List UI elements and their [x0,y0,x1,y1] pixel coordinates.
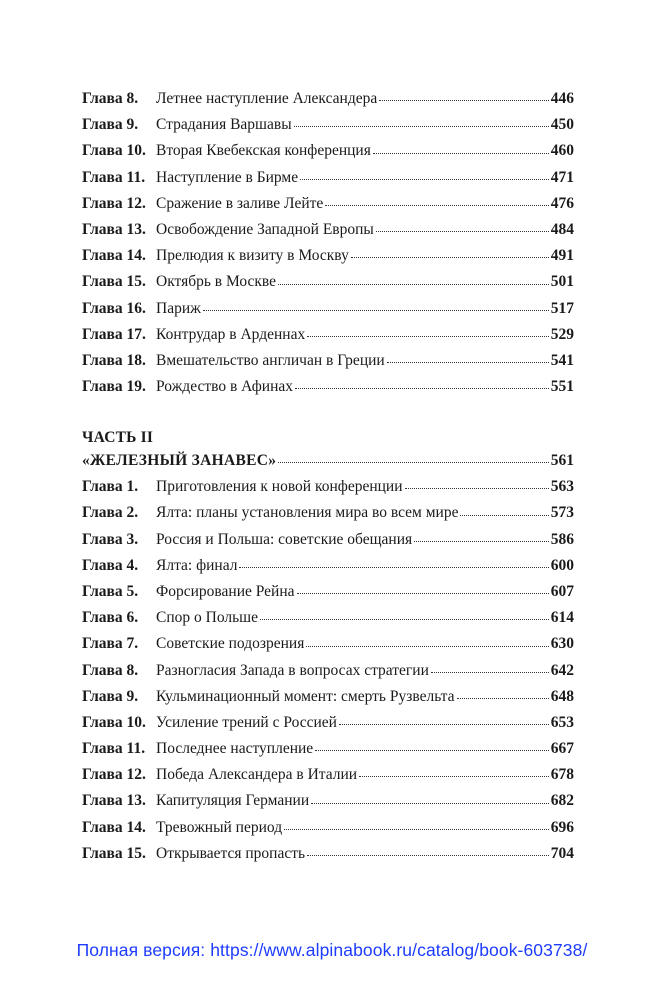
chapter-title: Вмешательство англичан в Греции [156,351,385,369]
chapter-label: Глава 13. [82,220,146,238]
chapter-label: Глава 7. [82,635,139,653]
chapter-title: Ялта: финал [156,556,238,574]
page-number: 541 [550,351,574,369]
chapter-title: Последнее наступление [156,740,314,758]
chapter-label: Глава 12. [82,766,146,784]
toc-entry[interactable] [82,841,574,867]
dot-leader [405,487,549,489]
chapter-label: Глава 1. [82,478,139,496]
chapter-title: Контрудар в Арденнах [156,325,306,343]
chapter-label: Глава 18. [82,351,146,369]
chapter-label: Глава 15. [82,844,146,862]
toc-entry[interactable] [82,553,574,579]
chapter-title: Спор о Польше [156,609,258,627]
chapter-label: Глава 10. [82,713,146,731]
chapter-title: Париж [156,299,201,317]
chapter-title: Наступление в Бирме [156,168,299,186]
toc-entry[interactable] [82,684,574,710]
toc-entry[interactable] [82,217,574,243]
dot-leader [307,854,549,856]
page-number: 648 [550,687,574,705]
chapter-label: Глава 13. [82,792,146,810]
toc-entry[interactable] [82,374,574,400]
chapter-label: Глава 19. [82,378,146,396]
part-title: «ЖЕЛЕЗНЫЙ ЗАНАВЕС» [82,452,277,469]
page-number: 653 [550,713,574,731]
toc-entry[interactable] [82,500,574,526]
dot-leader [457,697,549,699]
chapter-title: Форсирование Рейна [156,582,295,600]
toc-entry[interactable] [82,579,574,605]
toc-entry[interactable] [82,243,574,269]
dot-leader [359,775,549,777]
dot-leader [239,566,548,568]
toc-entry[interactable] [82,269,574,295]
dot-leader [284,828,549,830]
chapter-title: Летнее наступление Александера [156,90,378,107]
part-heading: ЧАСТЬ II [82,429,154,446]
page-number: 501 [550,273,574,291]
page-number: 682 [550,792,574,810]
toc-entry[interactable] [82,112,574,138]
dot-leader [260,618,549,620]
toc-entry[interactable] [82,474,574,500]
chapter-title: Кульминационный момент: смерть Рузвельта [156,687,455,705]
dot-leader [315,749,549,751]
chapter-title: Вторая Квебекская конференция [156,142,371,160]
page-number: 667 [550,740,574,758]
chapter-label: Глава 8. [82,661,139,679]
page-number: 563 [550,478,574,496]
page-number: 614 [550,609,574,627]
full-version-link[interactable]: Полная версия: https://www.alpinabook.ru/catalog/book-603738/ [76,940,588,960]
chapter-label: Глава 14. [82,247,146,265]
chapter-label: Глава 8. [82,90,139,107]
dot-leader [325,204,548,206]
dot-leader [306,645,548,647]
toc-entry[interactable] [82,788,574,814]
chapter-title: Освобождение Западной Европы [156,220,374,238]
page-number: 678 [550,766,574,784]
chapter-title: Сражение в заливе Лейте [156,194,324,212]
toc-entry[interactable] [82,710,574,736]
page-number: 484 [550,220,574,238]
page-number: 460 [550,142,574,160]
page-number: 517 [550,299,574,317]
chapter-title: Ялта: планы установления мира во всем мире [156,504,459,522]
chapter-label: Глава 16. [82,299,146,317]
toc-entry[interactable] [82,815,574,841]
page-number: 607 [550,582,574,600]
part-page-number: 561 [550,452,574,469]
chapter-label: Глава 3. [82,530,139,548]
chapter-label: Глава 6. [82,609,139,627]
toc-entry[interactable] [82,762,574,788]
toc-entry[interactable] [82,527,574,553]
chapter-label: Глава 4. [82,556,139,574]
dot-leader [460,514,548,516]
chapter-title: Усиление трений с Россией [156,713,337,731]
dot-leader [379,99,549,101]
dot-leader [278,283,549,285]
page-number: 491 [550,247,574,265]
chapter-label: Глава 2. [82,504,139,522]
dot-leader [203,309,549,311]
dot-leader [373,152,549,154]
dot-leader [414,540,549,542]
dot-leader [376,230,549,232]
page-number: 471 [550,168,574,186]
toc-entry[interactable] [82,322,574,348]
page-number: 696 [550,818,574,836]
toc-entry[interactable] [82,736,574,762]
dot-leader [297,592,549,594]
chapter-label: Глава 14. [82,818,146,836]
dot-leader [431,671,549,673]
dot-leader [351,256,549,258]
chapter-title: Приготовления к новой конференции [156,478,403,496]
chapter-label: Глава 17. [82,325,146,343]
toc-entry[interactable] [82,631,574,657]
page-number: 642 [550,661,574,679]
chapter-title: Тревожный период [156,818,283,836]
chapter-title: Страдания Варшавы [156,116,292,134]
toc-entry[interactable] [82,138,574,164]
dot-leader [278,461,548,463]
chapter-label: Глава 11. [82,168,146,186]
page-number: 704 [550,844,574,862]
dot-leader [300,178,549,180]
dot-leader [387,361,549,363]
chapter-label: Глава 9. [82,687,139,705]
page-number: 450 [550,116,574,134]
dot-leader [294,125,549,127]
toc-entry[interactable] [82,348,574,374]
chapter-label: Глава 10. [82,142,146,160]
chapter-title: Россия и Польша: советские обещания [156,530,413,548]
page-number: 476 [550,194,574,212]
chapter-title: Разногласия Запада в вопросах стратегии [156,661,429,679]
toc-entry[interactable] [82,296,574,322]
chapter-label: Глава 15. [82,273,146,291]
toc-section-part1 [82,86,574,400]
page-number: 446 [550,90,574,107]
page-number: 573 [550,504,574,522]
page-number: 600 [550,556,574,574]
toc-entry[interactable] [82,191,574,217]
chapter-title: Открывается пропасть [156,844,306,862]
chapter-title: Прелюдия к визиту в Москву [156,247,349,265]
chapter-label: Глава 12. [82,194,146,212]
toc-section-part2 [82,428,574,867]
toc-entry[interactable] [82,86,574,112]
part-title-row[interactable] [82,448,574,474]
page-number: 586 [550,530,574,548]
dot-leader [339,723,549,725]
chapter-title: Советские подозрения [156,635,305,653]
toc-entry[interactable] [82,605,574,631]
chapter-title: Октябрь в Москве [156,273,277,291]
toc-entry[interactable] [82,165,574,191]
chapter-title: Рождество в Афинах [156,378,294,396]
page-number: 529 [550,325,574,343]
toc-chapter-list-part2 [82,474,574,867]
page-number: 551 [550,378,574,396]
chapter-label: Глава 11. [82,740,146,758]
dot-leader [311,802,549,804]
page-number: 630 [550,635,574,653]
chapter-label: Глава 9. [82,116,139,134]
chapter-label: Глава 5. [82,582,139,600]
dot-leader [307,335,549,337]
chapter-title: Победа Александера в Италии [156,766,358,784]
toc-entry[interactable] [82,658,574,684]
chapter-title: Капитуляция Германии [156,792,310,810]
dot-leader [295,387,549,389]
